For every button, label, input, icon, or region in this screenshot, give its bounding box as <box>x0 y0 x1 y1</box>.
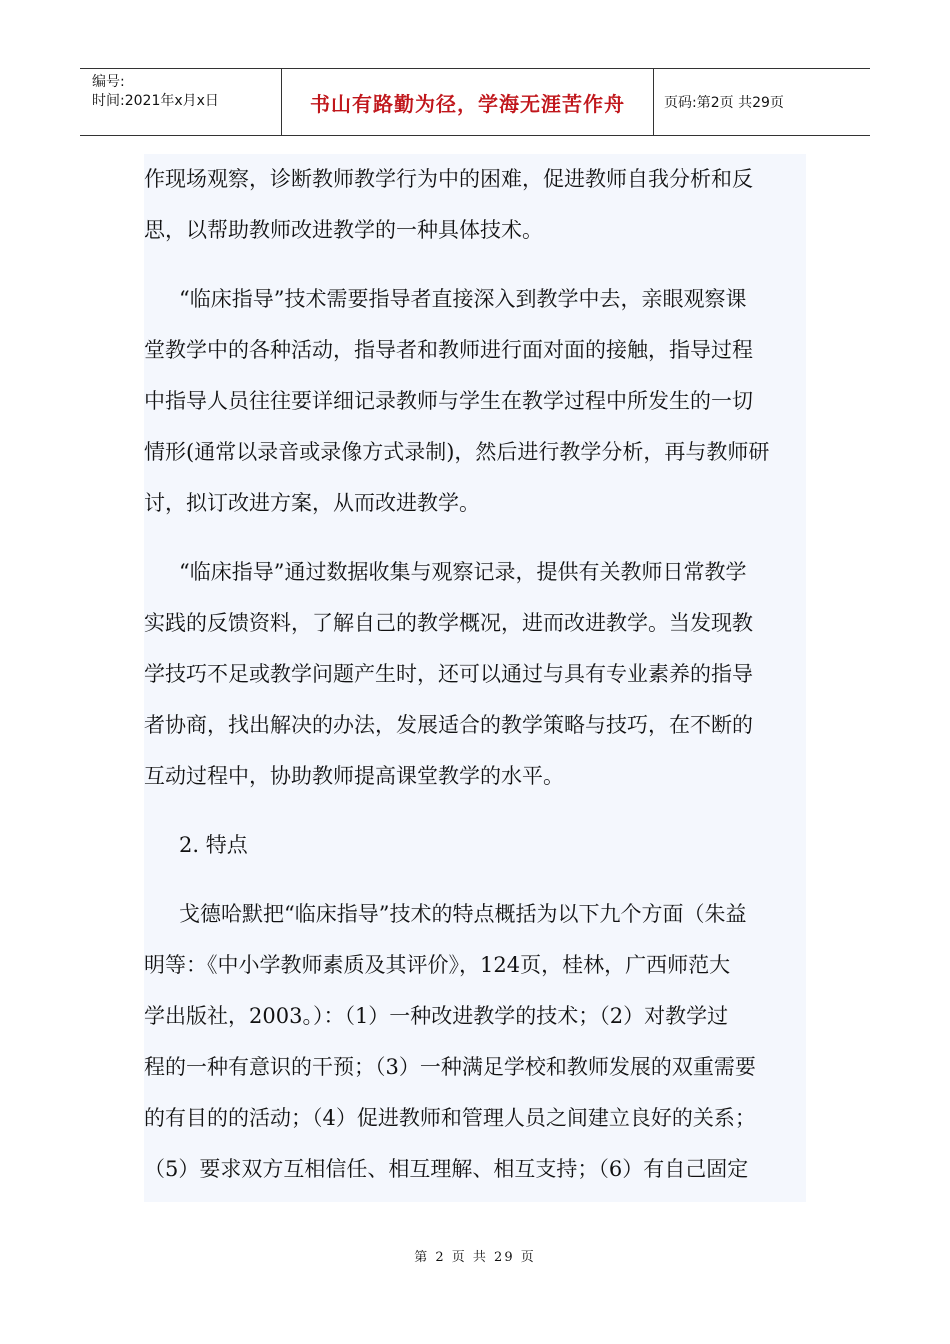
header-meta <box>80 69 282 135</box>
document-header <box>80 68 870 136</box>
paragraph-line: 中指导人员往往要详细记录教师与学生在教学过程中所发生的一切 <box>144 389 753 413</box>
paragraph-line: 实践的反馈资料，了解自己的教学概况，进而改进教学。当发现教 <box>144 611 753 635</box>
paragraph-line: 情形(通常以录音或录像方式录制)，然后进行教学分析，再与教师研 <box>144 440 770 464</box>
paragraph-line: “临床指导”通过数据收集与观察记录，提供有关教师日常教学 <box>179 560 747 584</box>
paragraph-line: 明等：《中小学教师素质及其评价》，124页，桂林，广西师范大 <box>144 953 731 977</box>
paragraph-line: 者协商，找出解决的办法，发展适合的教学策略与技巧，在不断的 <box>144 713 753 737</box>
paragraph-line: 作现场观察，诊断教师教学行为中的困难，促进教师自我分析和反 <box>144 167 753 191</box>
time-label: 时间:2021年x月x日 <box>92 93 219 109</box>
header-page-info-cell <box>654 69 870 135</box>
page-footer <box>0 1246 950 1265</box>
paragraph-line: （5）要求双方互相信任、相互理解、相互支持；（6）有自己固定 <box>144 1157 749 1181</box>
paragraph-line: 程的一种有意识的干预；（3）一种满足学校和教师发展的双重需要 <box>144 1055 756 1079</box>
paragraph-3 <box>144 547 806 802</box>
paragraph-line: 堂教学中的各种活动，指导者和教师进行面对面的接触，指导过程 <box>144 338 753 362</box>
paragraph-line: 学技巧不足或教学问题产生时，还可以通过与具有专业素养的指导 <box>144 662 753 686</box>
motto-text: 书山有路勤为径，学海无涯苦作舟 <box>310 91 625 116</box>
paragraph-line: “临床指导”技术需要指导者直接深入到教学中去，亲眼观察课 <box>179 287 747 311</box>
paragraph-line: 思，以帮助教师改进教学的一种具体技术。 <box>144 218 543 242</box>
section-heading-text: 2. 特点 <box>179 833 248 857</box>
paragraph-line: 的有目的的活动；（4）促进教师和管理人员之间建立良好的关系； <box>144 1106 756 1130</box>
paragraph-line: 戈德哈默把“临床指导”技术的特点概括为以下九个方面（朱益 <box>179 902 747 926</box>
code-label: 编号: <box>92 74 125 90</box>
paragraph-line: 互动过程中，协助教师提高课堂教学的水平。 <box>144 764 564 788</box>
paragraph-line: 讨，拟订改进方案，从而改进教学。 <box>144 491 480 515</box>
page-info: 页码:第2页 共29页 <box>664 95 784 111</box>
paragraph-1 <box>144 154 806 256</box>
paragraph-4 <box>144 889 806 1195</box>
footer-page-number: 第 2 页 共 29 页 <box>414 1250 536 1265</box>
document-body <box>144 154 806 1202</box>
paragraph-2 <box>144 274 806 529</box>
paragraph-line: 学出版社，2003。）：（1）一种改进教学的技术；（2）对教学过 <box>144 1004 729 1028</box>
header-motto-cell <box>282 69 654 135</box>
section-heading <box>144 820 806 871</box>
